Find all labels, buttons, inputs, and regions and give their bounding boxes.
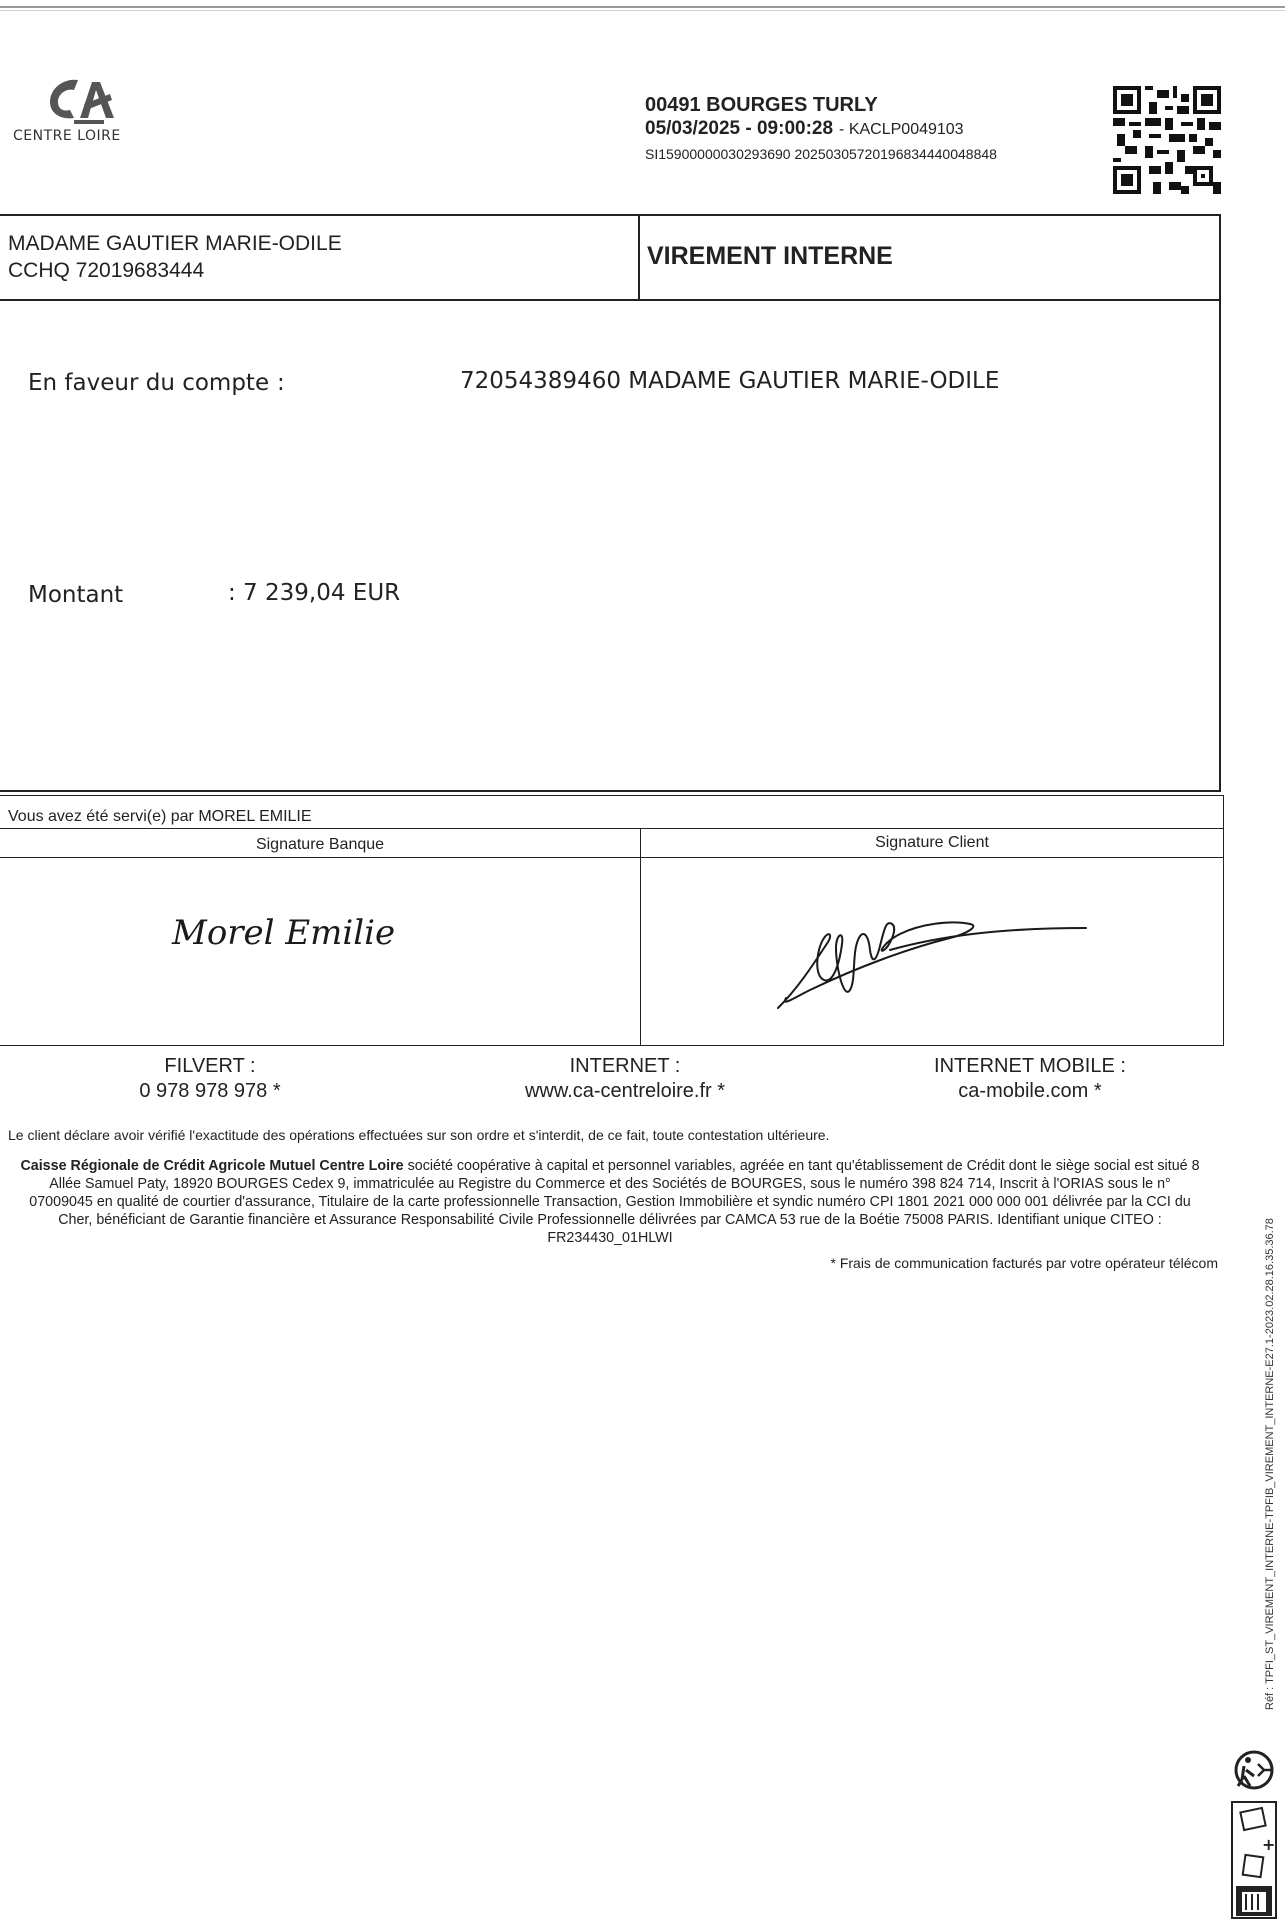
legal-notice: [20, 1157, 1200, 1247]
fee-note: * Frais de communication facturés par votre opérateur télécom: [830, 1255, 1218, 1271]
contact-internet-value[interactable]: www.ca-centreloire.fr *: [524, 1080, 726, 1102]
bank-signature: [168, 900, 408, 960]
contact-mobile-value[interactable]: ca-mobile.com *: [958, 1080, 1102, 1102]
amount-label: Montant: [28, 582, 124, 608]
operator-ref: - KACLP0049103: [839, 121, 964, 138]
top-rule: [0, 6, 1285, 8]
client-signature-label: Signature Client: [875, 834, 989, 851]
bank-signature-text: Morel Emilie: [172, 913, 396, 953]
top-rule-thin: [0, 10, 1285, 11]
contact-internet-label: INTERNET :: [569, 1055, 681, 1077]
legal-notice-text: société coopérative à capital et personnel variables, agréée en tant qu'établissement de Crédit dont le siège social est situé 8 Allée Samuel Paty, 18920 BOURGES Cedex 9, immatriculée au Registre du Commerce et des Sociétés de BOURGES, sous le numéro 398 824 714, Inscrit à l'ORIAS sous le n° 07009045 en qualité de courtier d'assurance, Titulaire de la carte professionnelle Transaction, Gestion Immobilière et syndic numéro CPI 1801 2021 000 000 001 délivrée par la CCI du Cher, bénéficiant de Garantie financière et Assurance Responsabilité Civile Professionnelle délivrées par CAMCA 53 rue de la Boétie 75008 PARIS. Identifiant unique CITEO : FR234430_01HLWI: [29, 1158, 1200, 1246]
contact-mobile: [900, 1054, 1160, 1104]
header-divider-horizontal: [0, 299, 1221, 301]
signature-row-line: [0, 828, 1224, 829]
header-divider-vertical: [638, 214, 640, 300]
client-signature: [770, 890, 1090, 1020]
served-by: Vous avez été servi(e) par MOREL EMILIE: [8, 808, 312, 825]
account-holder-name: MADAME GAUTIER MARIE-ODILE: [8, 232, 342, 255]
contact-internet: [500, 1054, 750, 1104]
transaction-id: SI15900000030293690 20250305720196834440048848: [645, 146, 997, 162]
client-disclaimer: Le client déclare avoir vérifié l'exactitude des opérations effectuées sur son ordre et s'interdit, de ce fait, toute contestation ultérieure.: [8, 1127, 830, 1143]
triman-recycling-icon: [1228, 1746, 1282, 1920]
operation-datetime: [645, 118, 964, 140]
beneficiary-colon: :: [277, 370, 285, 396]
logo-mark-icon: [44, 74, 120, 126]
logo-text: CENTRE LOIRE: [13, 128, 121, 144]
agency-name: 00491 BOURGES TURLY: [645, 94, 878, 116]
signature-header-line: [0, 857, 1224, 858]
contact-filvert: [110, 1054, 310, 1104]
beneficiary-value: 72054389460 MADAME GAUTIER MARIE-ODILE: [460, 368, 1000, 394]
beneficiary-label: En faveur du compte: [28, 370, 270, 396]
credit-agricole-logo: [10, 74, 150, 150]
contact-mobile-label: INTERNET MOBILE :: [934, 1055, 1126, 1077]
amount-value: : 7 239,04 EUR: [228, 580, 401, 606]
svg-text:+: +: [1262, 1835, 1276, 1854]
qr-code-icon: [1113, 86, 1221, 194]
contact-filvert-label: FILVERT :: [164, 1055, 256, 1077]
account-holder-number: CCHQ 72019683444: [8, 259, 205, 282]
document-title: VIREMENT INTERNE: [647, 242, 893, 270]
bank-signature-label: Signature Banque: [255, 836, 385, 853]
contact-filvert-value: 0 978 978 978 *: [139, 1080, 281, 1102]
side-reference: Réf : TPFI_ST_VIREMENT_INTERNE-TPFIB_VIREMENT_INTERNE-E27.1-2023.02.28.16.35.36.78: [1264, 1218, 1276, 1710]
legal-entity-name: Caisse Régionale de Crédit Agricole Mutuel Centre Loire: [20, 1158, 404, 1174]
signature-divider: [640, 828, 641, 1046]
date-time-value: 05/03/2025 - 09:00:28: [645, 118, 834, 139]
